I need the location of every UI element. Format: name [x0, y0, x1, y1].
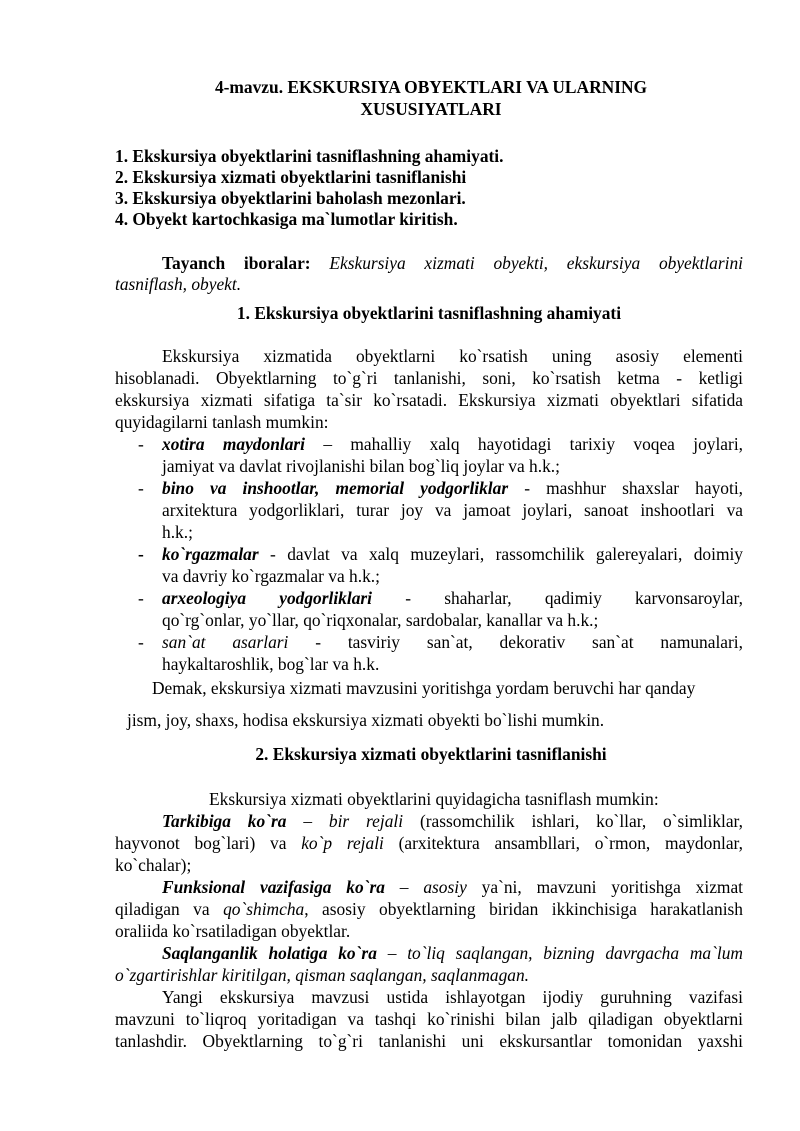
section-2-p4-line-1: Yangi ekskursiya mavzusi ustida ishlayotgan ijodiy guruhning vazifasi	[162, 987, 743, 1007]
section-1-para-line-1: Ekskursiya xizmatida obyektlarni ko`rsatish uning asosiy elementi	[162, 346, 743, 366]
keywords-line-1	[162, 253, 743, 275]
section-2-p2-line-1: Funksional vazifasiga ko`ra – asosiy ya`ni, mavzuni yoritishga xizmat	[162, 877, 744, 897]
list-bullet: -	[138, 434, 144, 454]
list-item-2-line-1: bino va inshootlar, memorial yodgorliklar - mashhur shaxslar hayoti,	[162, 478, 743, 498]
list-item-5-line-1: san`at asarlari - tasviriy san`at, dekorativ san`at namunalari,	[162, 632, 743, 652]
section-2-p1-line-3: ko`chalar);	[115, 855, 192, 875]
keywords-line-2: tasniflash, obyekt.	[115, 274, 242, 294]
section-2-p1-line-1: Tarkibiga ko`ra – bir rejali (rassomchilik ishlari, ko`llar, o`simliklar,	[162, 811, 744, 831]
list-item-2-line-3: h.k.;	[162, 522, 193, 542]
list-item-1-line-2: jamiyat va davlat rivojlanishi bilan bog`liq joylar va h.k.;	[162, 456, 560, 476]
section-2-p4-line-2: mavzuni to`liqroq yoritadigan va tashqi ko`rinishi bilan jalb qiladigan obyektlarni	[115, 1009, 743, 1029]
keywords-label: Tayanch iboralar:	[162, 253, 311, 273]
section-2-intro: Ekskursiya xizmati obyektlarini quyidagicha tasniflash mumkin:	[209, 789, 659, 809]
list-item-5-line-2: haykaltaroshlik, bog`lar va h.k.	[162, 654, 380, 674]
list-item-3-line-2: va davriy ko`rgazmalar va h.k.;	[162, 566, 380, 586]
list-item-4-line-1: arxeologiya yodgorliklari - shaharlar, qadimiy karvonsaroylar,	[162, 588, 743, 608]
keywords-text: Ekskursiya xizmati obyekti, ekskursiya obyektlarini	[329, 253, 743, 273]
section-2-heading: 2. Ekskursiya xizmati obyektlarini tasniflanishi	[255, 744, 607, 764]
list-bullet: -	[138, 544, 144, 564]
page-title-line-1: 4-mavzu. EKSKURSIYA OBYEKTLARI VA ULARNING	[214, 77, 648, 97]
list-item-1-line-1: xotira maydonlari – mahalliy xalq hayotidagi tarixiy voqea joylari,	[162, 434, 743, 454]
section-2-p2-line-2: qiladigan va qo`shimcha, asosiy obyektlarning biridan ikkinchisiga harakatlanish	[115, 899, 743, 919]
plan-item-2: 2. Ekskursiya xizmati obyektlarini tasniflanishi	[115, 167, 467, 187]
section-2-p1-line-2: hayvonot bog`lari) va ko`p rejali (arxitektura ansambllari, o`rmon, maydonlar,	[115, 833, 744, 853]
page-title-line-2: XUSUSIYATLARI	[360, 99, 502, 119]
list-item-2-line-2: arxitektura yodgorliklari, turar joy va jamoat joylari, sanoat inshootlari va	[162, 500, 743, 520]
plan-item-1: 1. Ekskursiya obyektlarini tasniflashning ahamiyati.	[115, 146, 504, 166]
section-1-heading: 1. Ekskursiya obyektlarini tasniflashning ahamiyati	[236, 303, 622, 323]
section-1-conclusion-line-1: Demak, ekskursiya xizmati mavzusini yoritishga yordam beruvchi har qanday	[152, 678, 696, 698]
section-1-para-line-2: hisoblanadi. Obyektlarning to`g`ri tanlanishi, soni, ko`rsatish ketma - ketligi	[115, 368, 743, 388]
list-bullet: -	[138, 632, 144, 652]
list-bullet: -	[138, 588, 144, 608]
plan-item-4: 4. Obyekt kartochkasiga ma`lumotlar kiritish.	[115, 209, 458, 229]
section-2-p3-line-1: Saqlanganlik holatiga ko`ra – to`liq saqlangan, bizning davrgacha ma`lum	[162, 943, 743, 963]
section-1-conclusion-line-2: jism, joy, shaxs, hodisa ekskursiya xizmati obyekti bo`lishi mumkin.	[127, 710, 605, 730]
section-2-p3-line-2: o`zgartirishlar kiritilgan, qisman saqlangan, saqlanmagan.	[115, 965, 530, 985]
section-1-para-line-3: ekskursiya xizmati sifatiga ta`sir ko`rsatadi. Ekskursiya xizmati obyektlari sifatida	[115, 390, 743, 410]
section-1-para-line-4: quyidagilarni tanlash mumkin:	[115, 412, 329, 432]
list-bullet: -	[138, 478, 144, 498]
list-item-4-line-2: qo`rg`onlar, yo`llar, qo`riqxonalar, sardobalar, kanallar va h.k.;	[162, 610, 599, 630]
list-item-3-line-1: ko`rgazmalar - davlat va xalq muzeylari, rassomchilik galereyalari, doimiy	[162, 544, 743, 564]
section-2-p2-line-3: oraliida ko`rsatiladigan obyektlar.	[115, 921, 351, 941]
section-2-p4-line-3: tanlashdir. Obyektlarning to`g`ri tanlanishi uni ekskursantlar tomonidan yaxshi	[115, 1031, 743, 1051]
plan-item-3: 3. Ekskursiya obyektlarini baholash mezonlari.	[115, 188, 466, 208]
